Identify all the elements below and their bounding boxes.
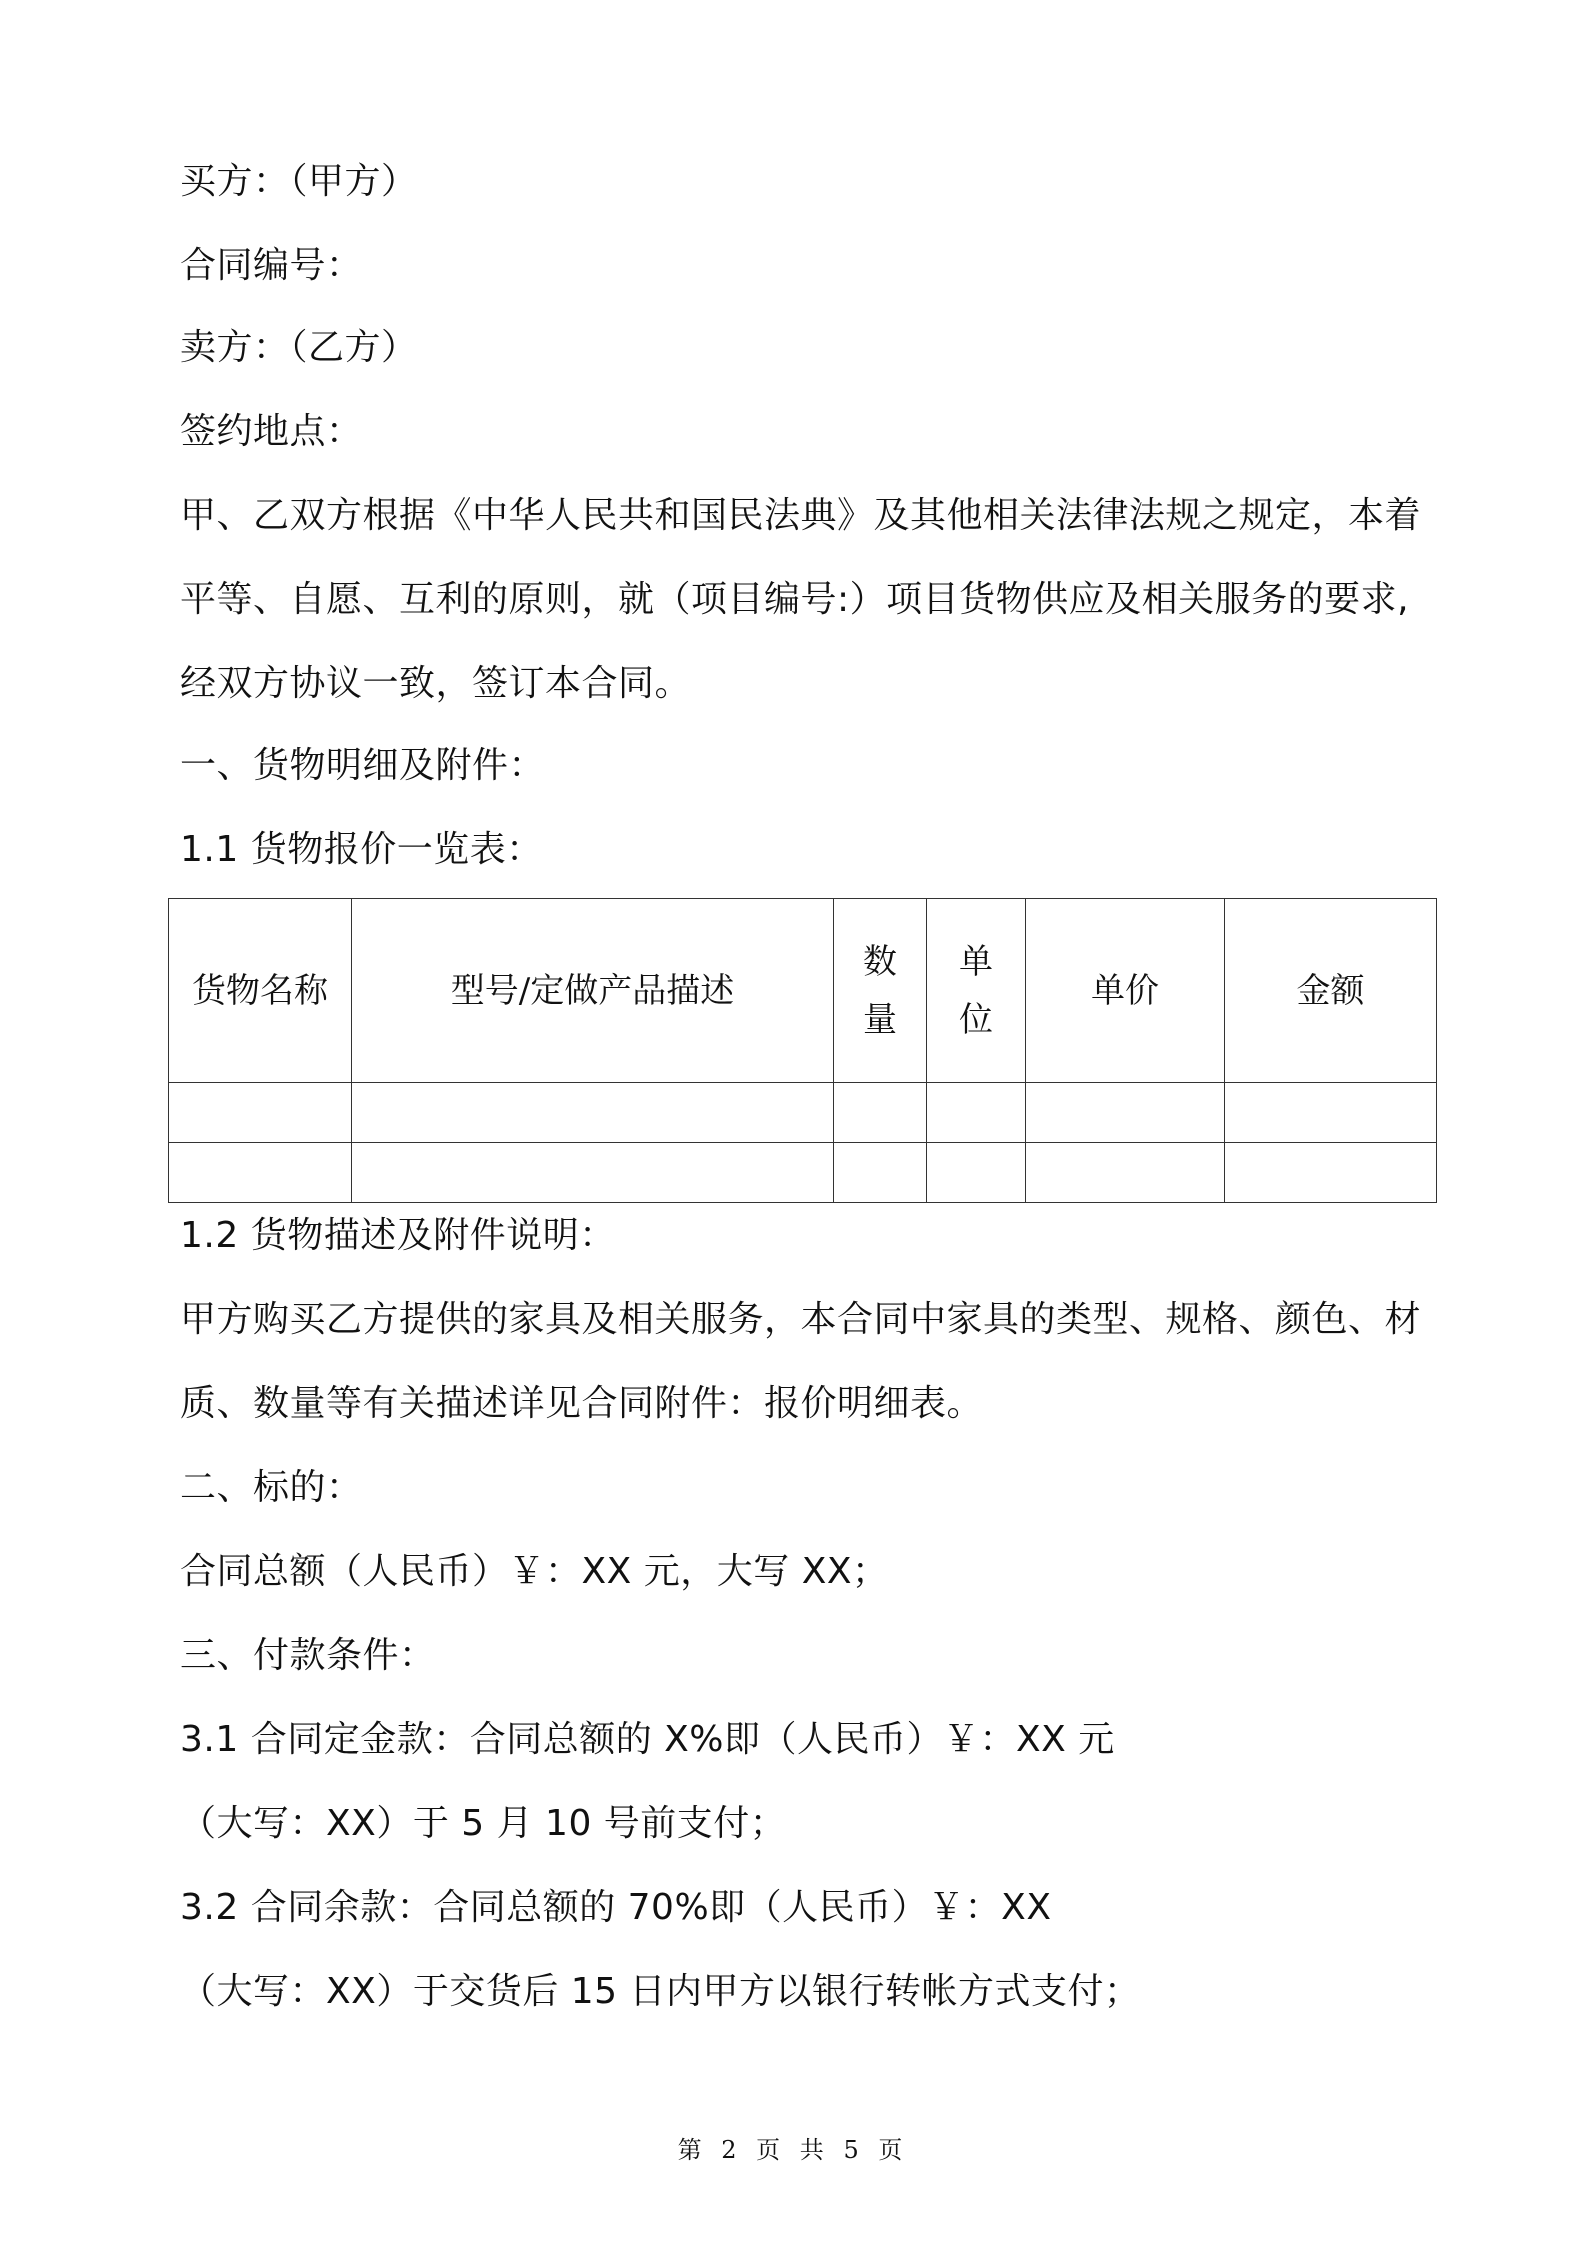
section-1-1-heading: 1.1 货物报价一览表： bbox=[180, 829, 543, 870]
header-quantity: 数 量 bbox=[834, 899, 927, 1083]
table-row bbox=[169, 1083, 1437, 1143]
table-row bbox=[169, 1143, 1437, 1203]
table-cell bbox=[1225, 1083, 1437, 1143]
preamble-line-1: 甲、乙双方根据《中华人民共和国民法典》及其他相关法律法规之规定，本着 bbox=[180, 495, 1422, 536]
seller-line: 卖方：（乙方） bbox=[180, 327, 418, 368]
goods-price-table bbox=[168, 898, 1437, 1203]
table-cell bbox=[169, 1083, 352, 1143]
table-cell bbox=[169, 1143, 352, 1203]
table-header-row bbox=[169, 899, 1437, 1083]
contract-total-line: 合同总额（人民币）￥：XX 元，大写 XX； bbox=[180, 1551, 889, 1592]
table-cell bbox=[927, 1143, 1026, 1203]
buyer-line: 买方：（甲方） bbox=[180, 161, 418, 202]
table-cell bbox=[834, 1143, 927, 1203]
table-cell bbox=[352, 1143, 834, 1203]
signing-location-line: 签约地点： bbox=[180, 411, 363, 452]
balance-line-2: （大写：XX）于交货后 15 日内甲方以银行转帐方式支付； bbox=[180, 1971, 1141, 2012]
header-model-description: 型号/定做产品描述 bbox=[352, 899, 834, 1083]
page-number: 第 2 页 共 5 页 bbox=[677, 2136, 909, 2164]
table-cell bbox=[1225, 1143, 1437, 1203]
preamble-line-2: 平等、自愿、互利的原则，就（项目编号:）项目货物供应及相关服务的要求, bbox=[180, 579, 1410, 620]
description-line-2: 质、数量等有关描述详见合同附件：报价明细表。 bbox=[180, 1383, 984, 1424]
table-cell bbox=[352, 1083, 834, 1143]
contract-number-line: 合同编号： bbox=[180, 245, 363, 286]
section-3-heading: 三、付款条件： bbox=[180, 1635, 436, 1676]
header-amount: 金额 bbox=[1225, 899, 1437, 1083]
section-2-heading: 二、标的： bbox=[180, 1467, 363, 1508]
header-unit-price: 单价 bbox=[1026, 899, 1225, 1083]
header-goods-name: 货物名称 bbox=[169, 899, 352, 1083]
balance-line-1: 3.2 合同余款：合同总额的 70%即（人民币）￥：XX bbox=[180, 1887, 1052, 1928]
deposit-line-2: （大写：XX）于 5 月 10 号前支付； bbox=[180, 1803, 787, 1844]
section-1-2-heading: 1.2 货物描述及附件说明： bbox=[180, 1215, 616, 1256]
table-cell bbox=[1026, 1083, 1225, 1143]
header-unit: 单 位 bbox=[927, 899, 1026, 1083]
description-line-1: 甲方购买乙方提供的家具及相关服务，本合同中家具的类型、规格、颜色、材 bbox=[180, 1299, 1422, 1340]
preamble-line-3: 经双方协议一致，签订本合同。 bbox=[180, 663, 692, 704]
table-cell bbox=[834, 1083, 927, 1143]
table-cell bbox=[1026, 1143, 1225, 1203]
section-1-heading: 一、货物明细及附件： bbox=[180, 745, 546, 786]
deposit-line-1: 3.1 合同定金款：合同总额的 X%即（人民币）￥：XX 元 bbox=[180, 1719, 1115, 1760]
table-cell bbox=[927, 1083, 1026, 1143]
